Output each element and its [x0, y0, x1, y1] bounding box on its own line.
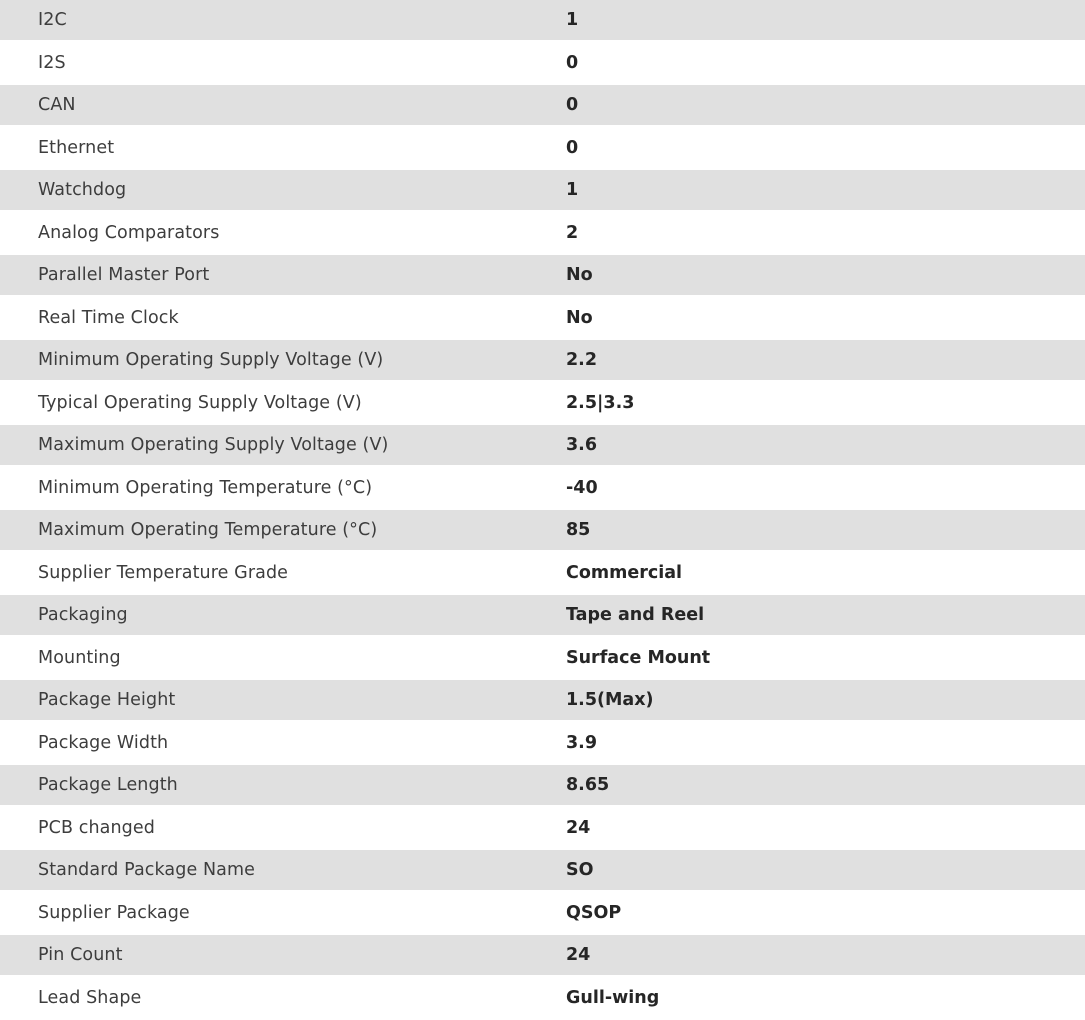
spec-label: Supplier Package: [38, 902, 190, 923]
spec-label: Ethernet: [38, 137, 115, 158]
spec-row: [0, 680, 1085, 720]
spec-label: CAN: [38, 95, 76, 115]
spec-label: Typical Operating Supply Voltage (V): [38, 392, 362, 413]
spec-value: 2.5|3.3: [566, 392, 635, 413]
spec-label: Analog Comparators: [38, 222, 220, 243]
spec-row: [0, 850, 1085, 890]
spec-row: [0, 890, 1085, 935]
spec-value: 24: [566, 945, 591, 965]
spec-row: [0, 40, 1085, 85]
spec-value: 1: [566, 180, 579, 200]
spec-value: Gull-wing: [566, 987, 660, 1008]
spec-label: Pin Count: [38, 945, 123, 965]
spec-row: [0, 425, 1085, 465]
spec-row: [0, 935, 1085, 975]
spec-row: [0, 465, 1085, 510]
spec-value: QSOP: [566, 902, 622, 923]
spec-row: [0, 380, 1085, 425]
spec-row: [0, 805, 1085, 850]
spec-row: [0, 975, 1085, 1020]
spec-value: Surface Mount: [566, 647, 711, 668]
spec-value: 0: [566, 52, 579, 73]
spec-value: 3.6: [566, 435, 598, 455]
spec-value: 2: [566, 222, 579, 243]
spec-row: [0, 765, 1085, 805]
spec-value: 1.5(Max): [566, 690, 654, 710]
spec-row: [0, 295, 1085, 340]
spec-label: Supplier Temperature Grade: [38, 562, 289, 583]
spec-value: 0: [566, 137, 579, 158]
spec-row: [0, 170, 1085, 210]
spec-label: Watchdog: [38, 180, 127, 200]
spec-row: [0, 0, 1085, 40]
spec-label: Maximum Operating Temperature (°C): [38, 520, 378, 540]
spec-value: -40: [566, 477, 598, 498]
spec-label: Mounting: [38, 647, 121, 668]
spec-value: 2.2: [566, 350, 598, 370]
spec-label: I2C: [38, 10, 67, 30]
spec-value: 3.9: [566, 732, 598, 753]
spec-label: PCB changed: [38, 817, 155, 838]
spec-label: Parallel Master Port: [38, 265, 210, 285]
spec-value: 0: [566, 95, 579, 115]
spec-value: 8.65: [566, 775, 610, 795]
spec-label: Package Height: [38, 690, 176, 710]
spec-value: SO: [566, 860, 594, 880]
spec-row: [0, 510, 1085, 550]
spec-label: Minimum Operating Supply Voltage (V): [38, 350, 384, 370]
spec-label: Packaging: [38, 605, 128, 625]
spec-label: Real Time Clock: [38, 307, 179, 328]
spec-row: [0, 85, 1085, 125]
spec-label: I2S: [38, 52, 66, 73]
spec-row: [0, 210, 1085, 255]
spec-value: 1: [566, 10, 579, 30]
spec-label: Package Width: [38, 732, 169, 753]
spec-label: Package Length: [38, 775, 178, 795]
spec-value: No: [566, 307, 593, 328]
spec-label: Lead Shape: [38, 987, 142, 1008]
spec-value: Commercial: [566, 562, 683, 583]
spec-label: Maximum Operating Supply Voltage (V): [38, 435, 389, 455]
spec-row: [0, 595, 1085, 635]
spec-row: [0, 635, 1085, 680]
spec-row: [0, 255, 1085, 295]
spec-label: Standard Package Name: [38, 860, 256, 880]
spec-value: Tape and Reel: [566, 605, 705, 625]
spec-row: [0, 125, 1085, 170]
spec-row: [0, 550, 1085, 595]
spec-value: 85: [566, 520, 591, 540]
spec-value: No: [566, 265, 593, 285]
spec-value: 24: [566, 817, 591, 838]
spec-row: [0, 720, 1085, 765]
spec-label: Minimum Operating Temperature (°C): [38, 477, 373, 498]
spec-row: [0, 340, 1085, 380]
